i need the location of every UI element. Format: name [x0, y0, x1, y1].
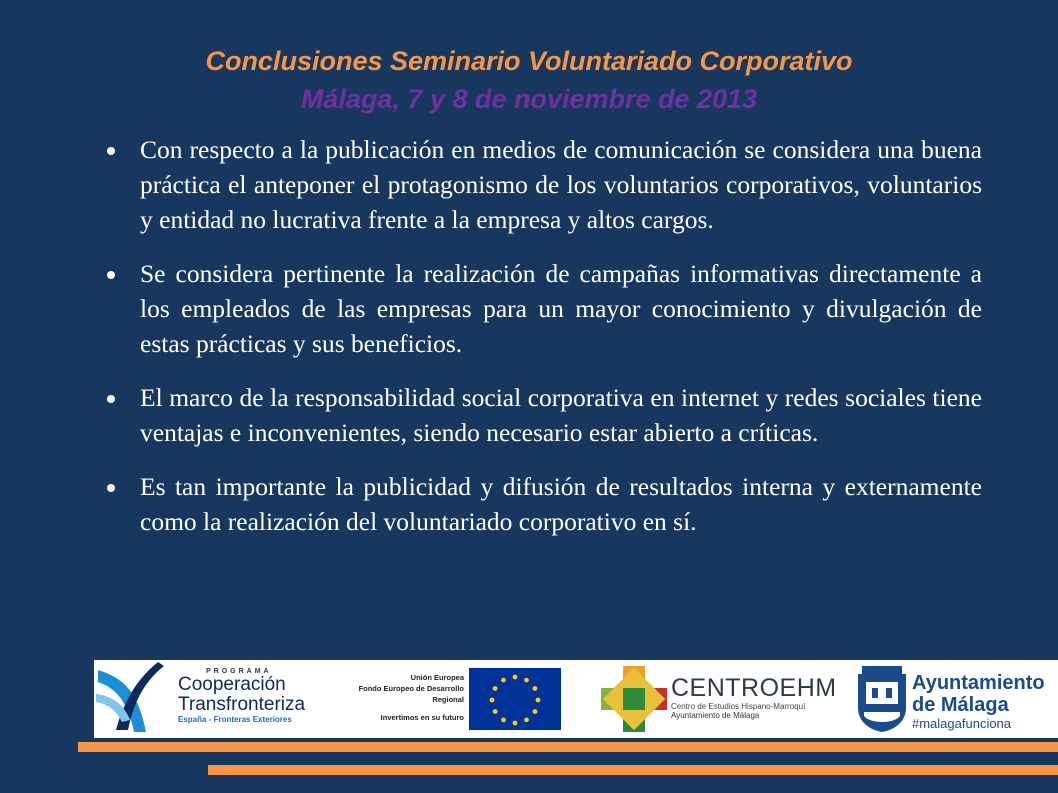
bullet-text: Se considera pertinente la realización de campañas informativas directamente a los empleados de las empresas para un mayor conocimiento y divulgación de estas prácticas y sus beneficios. [140, 259, 982, 358]
eu-flag-icon [469, 668, 561, 730]
cooperacion-line2: Transfronteriza [178, 694, 306, 715]
bullet-text: El marco de la responsabilidad social corporativa en internet y redes sociales tiene ventajas e inconvenientes, siendo necesario estar abierto a críticas. [140, 383, 982, 447]
ue-line2: Fondo Europeo de Desarrollo [358, 684, 464, 693]
accent-bar-top [78, 742, 1058, 752]
centroehm-sub: Centro de Estudios Hispano-Marroquí [671, 702, 806, 711]
slide-subtitle: Málaga, 7 y 8 de noviembre de 2013 [300, 84, 758, 114]
bullet-dot-icon [107, 484, 115, 492]
accent-bar-bottom [208, 765, 1058, 775]
bullet-item-2 [102, 256, 982, 361]
centroehm-name: CENTROEHM [671, 674, 837, 702]
ue-line4: Invertimos en su futuro [380, 713, 464, 722]
cooperacion-line1: Cooperación [178, 674, 286, 695]
slide-title: Conclusiones Seminario Voluntariado Corporativo [205, 46, 853, 76]
ayuntamiento-line2: de Málaga [912, 694, 1009, 716]
bullet-list [102, 132, 982, 539]
cooperacion-emblem-icon [94, 660, 174, 738]
ue-line3: Regional [432, 695, 464, 704]
bullet-dot-icon [107, 147, 115, 155]
bullet-item-4 [102, 469, 982, 539]
cooperacion-sub: España - Fronteras Exteriores [178, 715, 292, 724]
bullet-dot-icon [107, 271, 115, 279]
sponsor-logo-band [94, 660, 1058, 738]
ayuntamiento-line1: Ayuntamiento [912, 672, 1045, 694]
centroehm-star-icon [601, 666, 667, 732]
bullet-item-3 [102, 380, 982, 450]
bullet-text: Es tan importante la publicidad y difusión de resultados interna y externamente como la realización del voluntariado corporativo en sí. [140, 472, 982, 536]
cooperacion-program: PROGRAMA [206, 668, 272, 675]
ayuntamiento-logo [852, 660, 1058, 738]
centroehm-ayto: Ayuntamiento de Málaga [671, 711, 760, 720]
cooperacion-logo [94, 660, 314, 738]
centroehm-logo [599, 660, 837, 738]
ue-line1: Unión Europea [410, 673, 464, 682]
ue-text-block [324, 660, 464, 738]
malaga-shield-icon [854, 664, 910, 734]
bullet-item-1 [102, 132, 982, 237]
bullet-dot-icon [107, 395, 115, 403]
ayuntamiento-hashtag: #malagafunciona [912, 716, 1012, 731]
bullet-text: Con respecto a la publicación en medios de comunicación se considera una buena práctica el anteponer el protagonismo de los voluntarios corporativos, voluntarios y entidad no lucrativa frente a la empresa y altos cargos. [140, 135, 982, 234]
